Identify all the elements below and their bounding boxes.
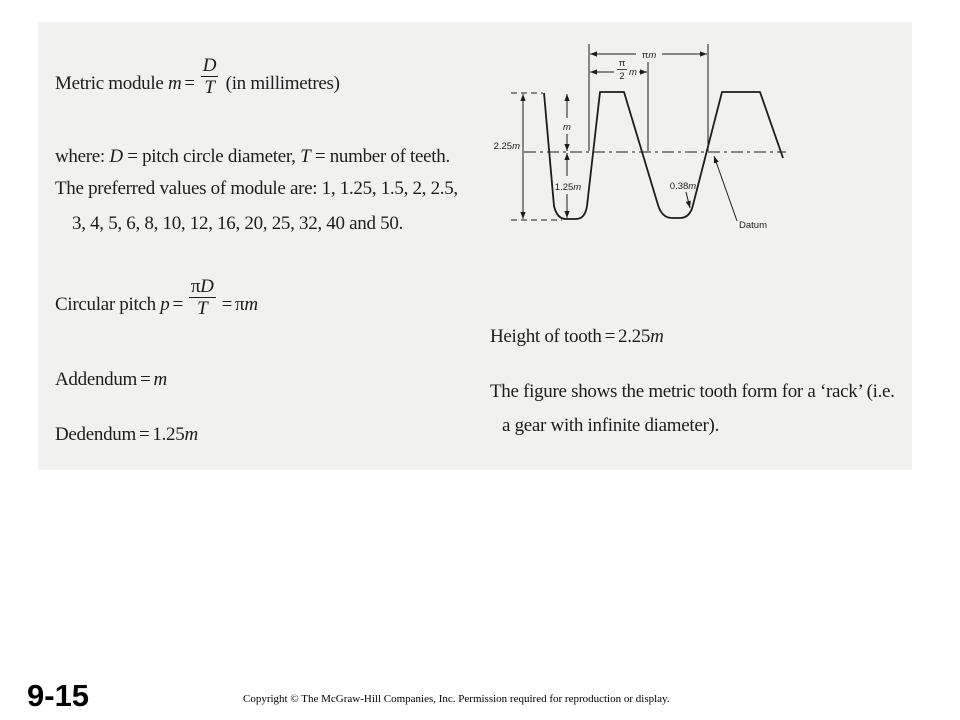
- addendum-formula: [55, 369, 167, 391]
- thickness-label-numerator: π: [618, 58, 626, 69]
- variable-definitions: [55, 146, 450, 168]
- datum-label: Datum: [739, 220, 767, 231]
- module-symbol: m: [153, 369, 167, 390]
- module-symbol: m: [244, 294, 258, 315]
- pitch-dimension-label: [642, 50, 657, 61]
- teeth-definition: = number of teeth.: [314, 146, 450, 167]
- module-symbol: m: [688, 181, 697, 192]
- fraction-denominator: T: [197, 298, 208, 320]
- module-symbol: m: [167, 73, 182, 94]
- root-fillet-factor: 0.38: [669, 181, 689, 192]
- preferred-values-line-2: 3, 4, 5, 6, 8, 10, 12, 16, 20, 25, 32, 40 and 50.: [72, 213, 403, 234]
- fraction-denominator: T: [204, 77, 215, 99]
- module-fraction: [201, 55, 218, 98]
- rack-tooth-profile: [544, 92, 783, 219]
- copyright-notice: Copyright © The McGraw-Hill Companies, Inc. Permission required for reproduction or display.: [243, 693, 670, 705]
- equals-sign: =: [172, 294, 183, 315]
- where-prefix: where:: [55, 146, 105, 167]
- addendum-label: m: [563, 122, 571, 133]
- diameter-symbol: D: [200, 276, 214, 298]
- addendum-label: Addendum: [55, 369, 138, 390]
- dedendum-label: [555, 182, 582, 193]
- diameter-symbol: D: [109, 146, 123, 167]
- tooth-height-label: Height of tooth: [490, 326, 602, 347]
- thickness-label-denominator: 2: [619, 71, 625, 82]
- pitch-symbol: p: [160, 294, 170, 315]
- module-symbol: m: [573, 182, 582, 193]
- module-symbol: m: [184, 424, 198, 445]
- equals-sign: =: [604, 326, 616, 347]
- module-unit-note: (in millimetres): [225, 73, 340, 94]
- total-depth-factor: 2.25: [493, 141, 513, 152]
- pi-symbol: π: [235, 294, 245, 315]
- thickness-label-module: m: [629, 67, 637, 78]
- tooth-height-formula: [490, 326, 664, 348]
- module-symbol: m: [650, 326, 664, 347]
- dedendum-formula: [55, 424, 198, 446]
- equals-sign: =: [140, 369, 151, 390]
- preferred-values-line-1: The preferred values of module are: 1, 1.25, 1.5, 2, 2.5,: [55, 178, 458, 199]
- slide-number: 9-15: [27, 678, 90, 713]
- rack-tooth-form-diagram: [480, 30, 800, 240]
- total-depth-label: [494, 141, 521, 152]
- module-symbol: m: [512, 141, 520, 152]
- pitch-label: Circular pitch: [55, 294, 156, 315]
- module-symbol: m: [648, 50, 657, 61]
- pi-symbol: π: [641, 50, 649, 61]
- fraction-numerator: D: [202, 55, 217, 77]
- figure-caption-line-1: The figure shows the metric tooth form for a ‘rack’ (i.e.: [490, 381, 895, 402]
- module-label: Metric module: [55, 73, 164, 94]
- tooth-height-factor: 2.25: [618, 326, 651, 347]
- equals-sign: =: [221, 294, 233, 315]
- metric-module-formula: [55, 55, 340, 99]
- datum-leader: [714, 156, 737, 221]
- pi-symbol: π: [190, 276, 201, 298]
- dedendum-label: Dedendum: [55, 424, 136, 445]
- equals-sign: =: [138, 424, 150, 445]
- diameter-definition: = pitch circle diameter,: [127, 146, 296, 167]
- dedendum-factor: 1.25: [152, 424, 185, 445]
- root-fillet-label: [670, 181, 697, 192]
- teeth-symbol: T: [300, 146, 311, 167]
- circular-pitch-formula: [55, 276, 258, 320]
- dedendum-factor: 1.25: [554, 182, 574, 193]
- root-fillet-leader: [686, 192, 690, 208]
- fraction-numerator: [189, 276, 216, 298]
- pitch-fraction: [189, 276, 216, 319]
- equals-sign: =: [184, 73, 195, 94]
- figure-caption-line-2: a gear with infinite diameter).: [502, 415, 720, 436]
